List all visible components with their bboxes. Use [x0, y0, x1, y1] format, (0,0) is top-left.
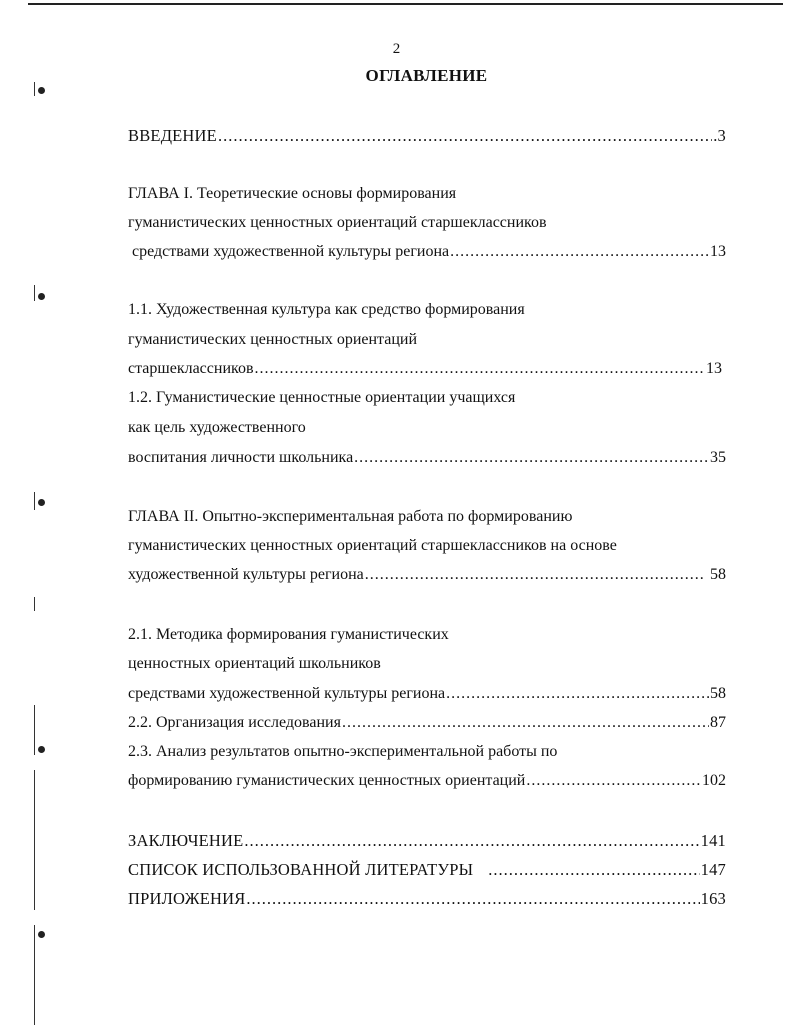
binding-hole-mark	[38, 931, 45, 938]
toc-entry-label: ЗАКЛЮЧЕНИЕ	[128, 831, 244, 850]
binding-hole-mark	[38, 87, 45, 94]
margin-mark	[34, 285, 35, 301]
scan-border-line	[28, 3, 783, 5]
toc-page-number: 147	[700, 860, 726, 879]
margin-mark	[34, 705, 35, 755]
toc-section11-line1[interactable]: 1.1. Художественная культура как средство формирования	[128, 301, 525, 318]
toc-entry-label: художественной культуры региона	[128, 566, 364, 583]
toc-section12-line1[interactable]: 1.2. Гуманистические ценностные ориентации учащихся	[128, 389, 516, 406]
dot-leader	[526, 771, 701, 791]
dot-leader	[365, 565, 705, 585]
toc-entry-references[interactable]	[128, 860, 726, 880]
toc-entry-intro[interactable]	[128, 126, 726, 146]
dot-leader	[354, 448, 709, 468]
toc-entry-label: старшеклассников	[128, 360, 254, 377]
dot-leader	[218, 126, 712, 146]
page-title: ОГЛАВЛЕНИЕ	[365, 66, 488, 85]
toc-page-number: 163	[700, 889, 726, 908]
binding-hole-mark	[38, 293, 45, 300]
toc-chapter1-line2[interactable]: гуманистических ценностных ориентаций старшеклассников	[128, 214, 547, 231]
toc-chapter1-line1[interactable]: ГЛАВА I. Теоретические основы формирования	[128, 185, 457, 202]
toc-entry-label: средствами художественной культуры региона	[128, 685, 446, 702]
dot-leader	[244, 831, 699, 851]
toc-entry-chapter1[interactable]	[128, 242, 726, 262]
dot-leader	[450, 242, 709, 262]
toc-entry-label: воспитания личности школьника	[128, 449, 354, 466]
toc-chapter2-line1[interactable]: ГЛАВА II. Опытно-экспериментальная работа по формированию	[128, 508, 573, 525]
toc-entry-label: ПРИЛОЖЕНИЯ	[128, 889, 246, 908]
margin-mark	[34, 925, 35, 1025]
dot-leader	[255, 359, 705, 379]
toc-section12-line2[interactable]: как цель художественного	[128, 419, 306, 436]
toc-page-number: .3	[713, 126, 726, 145]
binding-hole-mark	[38, 746, 45, 753]
toc-page-number: 58	[710, 685, 726, 702]
dot-leader	[488, 860, 699, 880]
margin-mark	[34, 770, 35, 910]
margin-mark	[34, 597, 35, 611]
dot-leader	[342, 713, 709, 733]
toc-entry-conclusion[interactable]	[128, 831, 726, 851]
margin-mark	[34, 492, 35, 510]
toc-entry-appendix[interactable]	[128, 889, 726, 909]
page-number: 2	[392, 41, 401, 57]
toc-entry-section11[interactable]	[128, 359, 722, 379]
toc-entry-section23[interactable]	[128, 771, 726, 791]
toc-entry-chapter2[interactable]	[128, 565, 726, 585]
toc-entry-label: СПИСОК ИСПОЛЬЗОВАННОЙ ЛИТЕРАТУРЫ	[128, 860, 474, 879]
dot-leader	[446, 684, 709, 704]
toc-chapter2-line2[interactable]: гуманистических ценностных ориентаций старшеклассников на основе	[128, 537, 617, 554]
toc-entry-label: формированию гуманистических ценностных ориентаций	[128, 772, 526, 789]
toc-section21-line1[interactable]: 2.1. Методика формирования гуманистических	[128, 626, 449, 643]
toc-section21-line2[interactable]: ценностных ориентаций школьников	[128, 655, 381, 672]
toc-entry-label: средствами художественной культуры региона	[128, 243, 450, 260]
toc-entry-label: 2.2. Организация исследования	[128, 714, 341, 731]
toc-entry-section21[interactable]	[128, 684, 726, 704]
toc-page-number: 141	[700, 831, 726, 850]
toc-page-number: 87	[710, 714, 726, 731]
toc-entry-section22[interactable]	[128, 713, 726, 733]
binding-hole-mark	[38, 499, 45, 506]
toc-entry-section12[interactable]	[128, 448, 726, 468]
toc-entry-label: ВВЕДЕНИЕ	[128, 126, 217, 145]
toc-section11-line2[interactable]: гуманистических ценностных ориентаций	[128, 331, 418, 348]
toc-page-number: 35	[710, 449, 726, 466]
dot-leader	[246, 889, 699, 909]
toc-page-number: 102	[702, 772, 726, 789]
toc-section23-line1[interactable]: 2.3. Анализ результатов опытно-экспериментальной работы по	[128, 743, 558, 760]
toc-page-number: 13	[706, 360, 722, 377]
toc-page-number: 13	[710, 243, 726, 260]
toc-page-number: 58	[706, 566, 726, 583]
